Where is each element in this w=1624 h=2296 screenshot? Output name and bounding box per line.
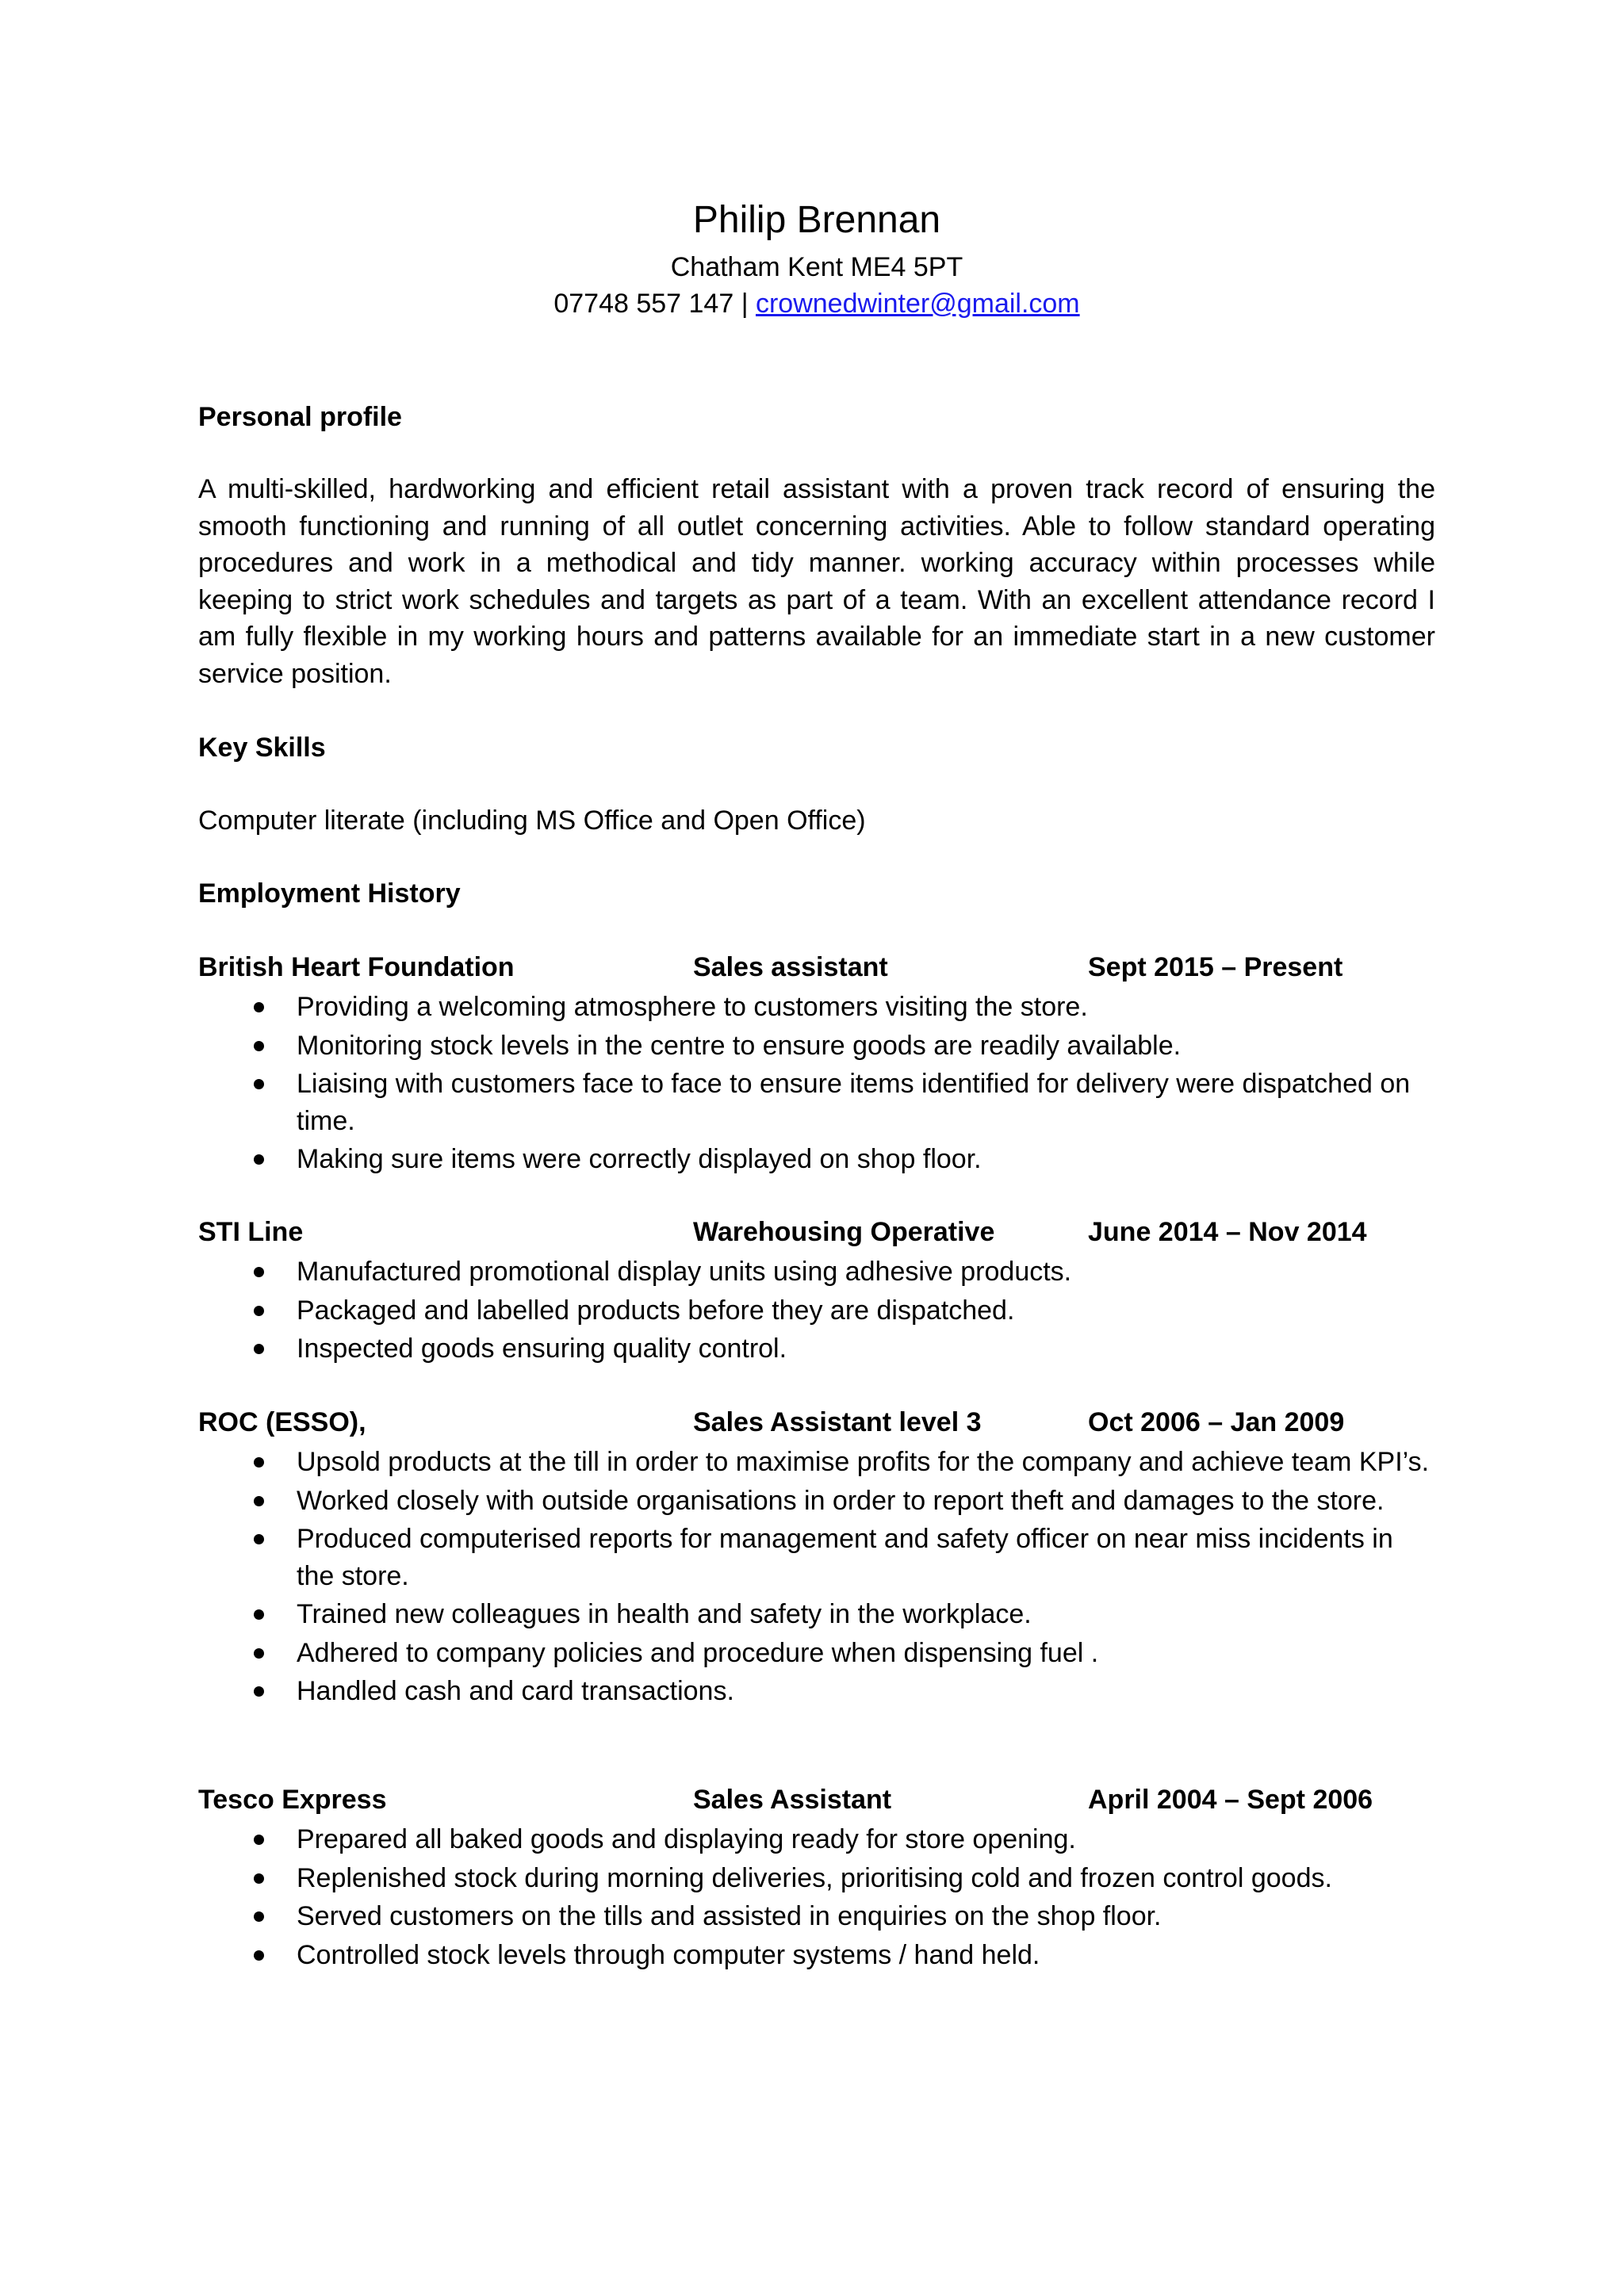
bullet-icon [254, 1686, 264, 1697]
job-title: Sales Assistant [693, 1785, 892, 1815]
job-employer: Tesco Express [198, 1785, 387, 1815]
bullet-icon [254, 1457, 264, 1468]
bullet-icon [254, 1950, 264, 1961]
list-item: Packaged and labelled products before they are dispatched. [198, 1292, 1435, 1330]
contact-separator: | [733, 289, 756, 319]
list-item: Making sure items were correctly displayed on shop floor. [198, 1141, 1435, 1178]
list-item: Served customers on the tills and assisted in enquiries on the shop floor. [198, 1898, 1435, 1935]
personal-profile-heading: Personal profile [198, 402, 402, 432]
bullet-icon [254, 1002, 264, 1012]
bullet-icon [254, 1873, 264, 1884]
bullet-icon [254, 1041, 264, 1051]
list-item: Prepared all baked goods and displaying ready for store opening. [198, 1821, 1435, 1858]
bullet-icon [254, 1609, 264, 1620]
job-header [198, 951, 1435, 984]
list-item: Controlled stock levels through computer systems / hand held. [198, 1937, 1435, 1974]
bullet-icon [254, 1911, 264, 1922]
job-dates: Sept 2015 – Present [1088, 952, 1343, 982]
bullet-icon [254, 1496, 264, 1506]
job-employer: STI Line [198, 1217, 304, 1247]
list-item: Monitoring stock levels in the centre to ensure goods are readily available. [198, 1027, 1435, 1065]
job-dates: April 2004 – Sept 2006 [1088, 1785, 1373, 1815]
job-title: Warehousing Operative [693, 1217, 995, 1247]
list-item: Upsold products at the till in order to maximise profits for the company and achieve team KPI’s. [198, 1444, 1435, 1481]
list-item: Inspected goods ensuring quality control. [198, 1330, 1435, 1368]
bullet-icon [254, 1534, 264, 1544]
job-title: Sales assistant [693, 952, 888, 982]
list-item: Manufactured promotional display units using adhesive products. [198, 1253, 1435, 1291]
key-skills-text: Computer literate (including MS Office and Open Office) [198, 806, 866, 836]
list-item: Replenished stock during morning deliveries, prioritising cold and frozen control goods. [198, 1860, 1435, 1897]
job-duties-list [198, 1253, 1435, 1369]
phone-number: 07748 557 147 [553, 289, 734, 319]
job-duties-list [198, 1821, 1435, 1975]
candidate-address: Chatham Kent ME4 5PT [670, 252, 963, 282]
job-header [198, 1215, 1435, 1249]
candidate-name: Philip Brennan [692, 199, 941, 241]
bullet-icon [254, 1154, 264, 1165]
list-item: Liaising with customers face to face to ensure items identified for delivery were dispatched on time. [198, 1066, 1435, 1139]
list-item: Worked closely with outside organisations in order to report theft and damages to the store. [198, 1483, 1435, 1520]
job-dates: June 2014 – Nov 2014 [1088, 1217, 1367, 1247]
bullet-icon [254, 1306, 264, 1316]
email-link[interactable]: crownedwinter@gmail.com [755, 289, 1080, 319]
list-item: Produced computerised reports for management and safety officer on near miss incidents in the store. [198, 1521, 1435, 1594]
bullet-icon [254, 1267, 264, 1277]
contact-line [198, 287, 1435, 320]
bullet-icon [254, 1079, 264, 1089]
job-title: Sales Assistant level 3 [693, 1407, 982, 1437]
list-item: Providing a welcoming atmosphere to customers visiting the store. [198, 989, 1435, 1026]
bullet-icon [254, 1835, 264, 1845]
list-item: Trained new colleagues in health and safety in the workplace. [198, 1596, 1435, 1633]
personal-profile-text: A multi-skilled, hardworking and efficient retail assistant with a proven track record of ensuring the smooth functioning and running of all outlet concerning activities. Able to follow standard operating procedures and work in a methodical and tidy manner. working accuracy within processes while keeping to strict work schedules and targets as part of a team. With an excellent attendance record I am fully flexible in my working hours and patterns available for an immediate start in a new customer service position. [198, 474, 1435, 689]
list-item: Handled cash and card transactions. [198, 1673, 1435, 1710]
bullet-icon [254, 1344, 264, 1354]
job-employer: British Heart Foundation [198, 952, 515, 982]
job-dates: Oct 2006 – Jan 2009 [1088, 1407, 1345, 1437]
list-item: Adhered to company policies and procedure when dispensing fuel . [198, 1635, 1435, 1672]
job-employer: ROC (ESSO), [198, 1407, 366, 1437]
employment-history-heading: Employment History [198, 878, 461, 909]
job-duties-list [198, 989, 1435, 1180]
bullet-icon [254, 1648, 264, 1659]
job-header [198, 1783, 1435, 1816]
job-duties-list [198, 1444, 1435, 1712]
job-header [198, 1406, 1435, 1439]
key-skills-heading: Key Skills [198, 733, 326, 763]
